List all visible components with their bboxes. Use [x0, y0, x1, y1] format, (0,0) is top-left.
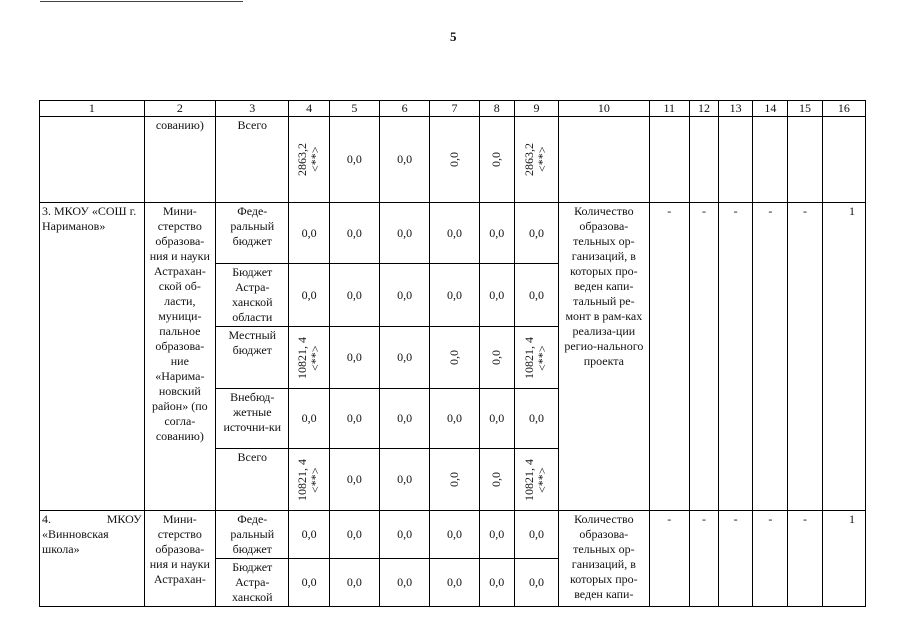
value-cell: 0,0: [380, 203, 430, 264]
source-cell: Всего: [216, 117, 289, 203]
value-cell: 0,0: [430, 389, 479, 449]
value-cell: 10821, 4 <**>: [514, 327, 558, 389]
value-cell: 0,0: [380, 511, 430, 559]
value-cell: 0,0: [514, 264, 558, 327]
value-cell: 0,0: [289, 203, 329, 264]
source-cell: Феде-ральный бюджет: [216, 203, 289, 264]
object-name-cell: 4. МКОУ «Винновская школа»: [40, 511, 145, 607]
header-cell: 16: [822, 101, 865, 117]
header-cell: 13: [719, 101, 753, 117]
header-row: [40, 101, 866, 117]
source-cell: Местный бюджет: [216, 327, 289, 389]
empty-cell: [719, 117, 753, 203]
value-cell: 0,0: [430, 203, 479, 264]
value-cell: 0,0: [514, 203, 558, 264]
target-value-cell: -: [719, 511, 753, 607]
value-cell: 0,0: [380, 449, 430, 511]
value-cell: 0,0: [479, 559, 514, 607]
value-cell: 0,0: [430, 559, 479, 607]
header-cell: 6: [380, 101, 430, 117]
target-value-cell: -: [753, 203, 788, 511]
target-value-cell: -: [719, 203, 753, 511]
target-value-cell: -: [649, 203, 689, 511]
value-cell: 0,0: [479, 117, 514, 203]
header-cell: 4: [289, 101, 329, 117]
value-cell: 0,0: [329, 559, 379, 607]
header-cell: 9: [514, 101, 558, 117]
value-cell: 0,0: [430, 327, 479, 389]
target-value-cell: -: [788, 511, 822, 607]
empty-cell: [753, 117, 788, 203]
value-cell: 0,0: [514, 389, 558, 449]
target-value-cell: -: [753, 511, 788, 607]
result-cell: [559, 117, 650, 203]
table-row: [40, 203, 866, 264]
header-cell: 12: [689, 101, 718, 117]
value-cell: 0,0: [329, 511, 379, 559]
object-name-cell: [40, 117, 145, 203]
value-cell: 0,0: [329, 389, 379, 449]
value-cell: 0,0: [289, 389, 329, 449]
value-cell: 0,0: [329, 117, 379, 203]
header-cell: 2: [144, 101, 215, 117]
org-cell: сованию): [144, 117, 215, 203]
value-cell: 0,0: [329, 327, 379, 389]
value-cell: 0,0: [479, 511, 514, 559]
header-cell: 8: [479, 101, 514, 117]
value-cell: 0,0: [289, 264, 329, 327]
org-cell: Мини-стерство образова-ния и науки Астрахан-ской об-ласти, муници-пальное образова-ние «Нарима-новский район» (по согла-сованию): [144, 203, 215, 511]
value-cell: 0,0: [380, 264, 430, 327]
target-value-cell: 1: [822, 511, 865, 607]
value-cell: 0,0: [479, 389, 514, 449]
value-cell: 0,0: [329, 203, 379, 264]
value-cell: 0,0: [289, 511, 329, 559]
header-cell: 14: [753, 101, 788, 117]
top-rule: [40, 1, 243, 2]
target-value-cell: -: [788, 203, 822, 511]
value-cell: 0,0: [430, 449, 479, 511]
value-cell: 0,0: [329, 449, 379, 511]
header-cell: 5: [329, 101, 379, 117]
result-cell: Количество образова-тельных ор-ганизаций, в которых про-веден капи-тальный ре-монт в рам-ках реализа-ции регио-нального проекта: [559, 203, 650, 511]
org-cell: Мини-стерство образова-ния и науки Астрахан-: [144, 511, 215, 607]
value-cell: 10821, 4 <**>: [289, 449, 329, 511]
value-cell: 10821, 4 <**>: [514, 449, 558, 511]
target-value-cell: 1: [822, 203, 865, 511]
value-cell: 0,0: [380, 559, 430, 607]
target-value-cell: -: [689, 203, 718, 511]
value-cell: 2863,2 <**>: [289, 117, 329, 203]
budget-table: [39, 100, 866, 607]
value-cell: 2863,2 <**>: [514, 117, 558, 203]
target-value-cell: -: [689, 511, 718, 607]
header-cell: 10: [559, 101, 650, 117]
empty-cell: [822, 117, 865, 203]
empty-cell: [788, 117, 822, 203]
object-name-cell: 3. МКОУ «СОШ г. Нариманов»: [40, 203, 145, 511]
value-cell: 0,0: [479, 327, 514, 389]
header-cell: 3: [216, 101, 289, 117]
value-cell: 0,0: [380, 117, 430, 203]
header-cell: 11: [649, 101, 689, 117]
header-cell: 15: [788, 101, 822, 117]
table-row: [40, 117, 866, 203]
value-cell: 10821, 4 <**>: [289, 327, 329, 389]
value-cell: 0,0: [380, 327, 430, 389]
value-cell: 0,0: [329, 264, 379, 327]
value-cell: 0,0: [514, 511, 558, 559]
value-cell: 0,0: [514, 559, 558, 607]
value-cell: 0,0: [380, 389, 430, 449]
target-value-cell: -: [649, 511, 689, 607]
value-cell: 0,0: [479, 264, 514, 327]
header-cell: 1: [40, 101, 145, 117]
source-cell: Всего: [216, 449, 289, 511]
value-cell: 0,0: [430, 511, 479, 559]
table-row: [40, 511, 866, 559]
value-cell: 0,0: [430, 117, 479, 203]
header-cell: 7: [430, 101, 479, 117]
source-cell: Феде-ральный бюджет: [216, 511, 289, 559]
source-cell: Бюджет Астра-ханской: [216, 559, 289, 607]
value-cell: 0,0: [479, 449, 514, 511]
value-cell: 0,0: [289, 559, 329, 607]
empty-cell: [689, 117, 718, 203]
source-cell: Бюджет Астра-ханской области: [216, 264, 289, 327]
empty-cell: [649, 117, 689, 203]
value-cell: 0,0: [479, 203, 514, 264]
result-cell: Количество образова-тельных ор-ганизаций, в которых про-веден капи-: [559, 511, 650, 607]
value-cell: 0,0: [430, 264, 479, 327]
page-number: 5: [450, 29, 457, 44]
source-cell: Внебюд-жетные источни-ки: [216, 389, 289, 449]
